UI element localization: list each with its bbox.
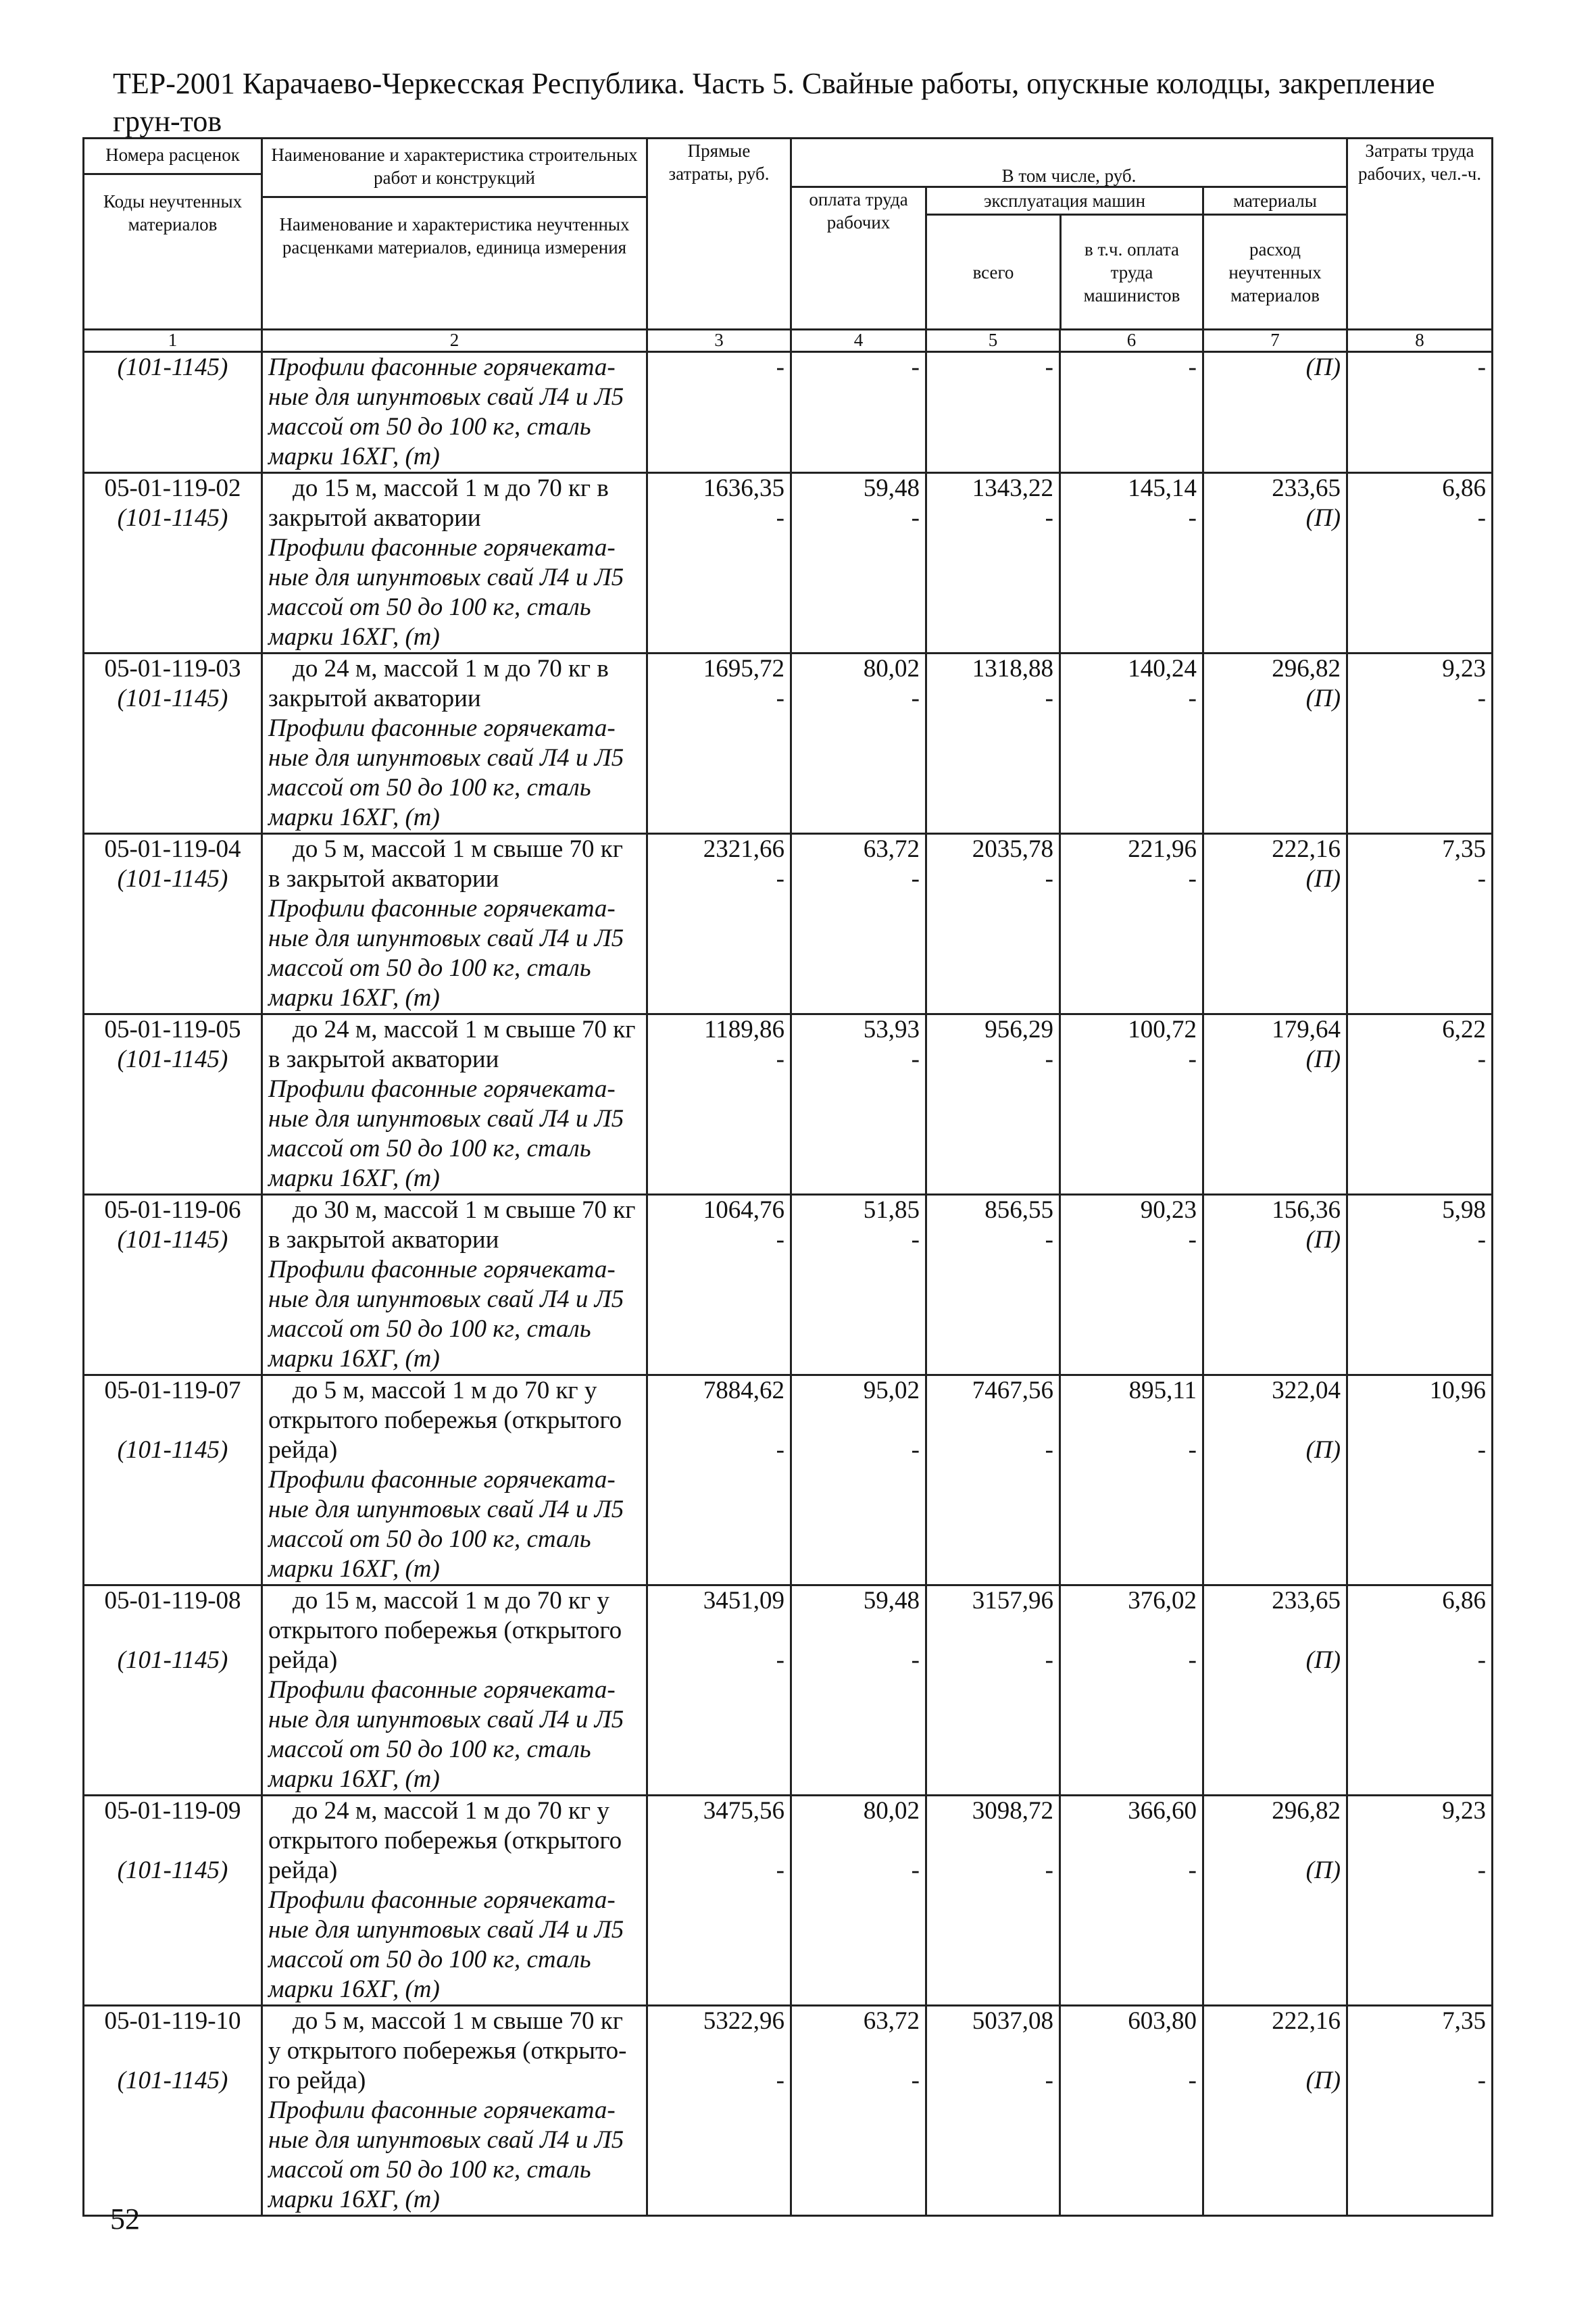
material-row xyxy=(84,352,1493,473)
header-col1 xyxy=(84,139,262,330)
material-dash: - xyxy=(1188,353,1197,381)
work-description: до 24 м, массой 1 м свыше 70 кг в закрытой акватории xyxy=(268,1016,636,1073)
machines-total: 956,29 xyxy=(984,1016,1053,1043)
machinist-pay-cell xyxy=(1060,654,1203,834)
material-dash: - xyxy=(1188,1226,1197,1254)
materials-cost: 156,36 xyxy=(1272,1196,1341,1224)
machinist-cell xyxy=(1060,352,1203,473)
worker-pay: 59,48 xyxy=(863,474,920,502)
rate-code: 05-01-119-05 xyxy=(104,1016,241,1043)
machinist-pay-cell xyxy=(1060,1014,1203,1195)
material-dash: - xyxy=(911,1856,920,1884)
material-dash: - xyxy=(1477,353,1487,381)
machines-total-cell xyxy=(926,1375,1060,1585)
labor-hours: 9,23 xyxy=(1442,655,1487,683)
header-labor-hours: Затраты труда рабочих, чел.-ч. xyxy=(1347,139,1493,330)
machinist-pay-cell xyxy=(1060,473,1203,654)
labor-hours: 9,23 xyxy=(1442,1797,1487,1825)
labor-hours: 6,86 xyxy=(1442,1587,1487,1615)
labor-hours: 6,22 xyxy=(1442,1016,1487,1043)
rate-desc-cell xyxy=(262,834,647,1014)
price-table xyxy=(82,137,1493,2217)
material-code: (101-1145) xyxy=(117,2067,228,2094)
machines-total: 2035,78 xyxy=(972,835,1053,863)
machinist-pay: 140,24 xyxy=(1128,655,1197,683)
rate-code-cell xyxy=(84,1375,262,1585)
header-machine-operation: эксплуатация машин xyxy=(927,188,1202,216)
machines-total-cell xyxy=(926,1585,1060,1796)
worker-pay-cell xyxy=(791,1585,926,1796)
rate-code-cell xyxy=(84,654,262,834)
material-dash: - xyxy=(911,685,920,712)
column-number: 1 xyxy=(84,330,262,352)
labor-cell xyxy=(791,352,926,473)
column-number: 6 xyxy=(1060,330,1203,352)
rate-desc-cell xyxy=(262,2006,647,2216)
material-dash: - xyxy=(1477,685,1487,712)
material-dash: - xyxy=(1045,1226,1053,1254)
header-material-codes: Коды неучтенных материалов xyxy=(103,191,243,235)
material-dash: - xyxy=(1045,504,1053,532)
direct-cost-cell xyxy=(647,654,791,834)
direct-cost: 1695,72 xyxy=(703,655,784,683)
machines-total-cell xyxy=(926,1796,1060,2006)
material-mark: (П) xyxy=(1305,1856,1341,1884)
worker-pay: 59,48 xyxy=(863,1587,920,1615)
rate-row xyxy=(84,1796,1493,2006)
material-desc-cell xyxy=(262,352,647,473)
header-including-group: В том числе, руб. xyxy=(791,139,1347,187)
material-dash: - xyxy=(911,1436,920,1464)
machines-total: 1343,22 xyxy=(972,474,1053,502)
rate-desc-cell xyxy=(262,473,647,654)
material-dash: - xyxy=(1188,2067,1197,2094)
direct-cost: 7884,62 xyxy=(703,1377,784,1404)
rate-desc-cell xyxy=(262,1375,647,1585)
worker-pay-cell xyxy=(791,834,926,1014)
work-description: до 15 м, массой 1 м до 70 кг в закрытой акватории xyxy=(268,474,609,532)
header-direct-costs: Прямые затраты, руб. xyxy=(647,139,791,330)
machines-total-cell xyxy=(926,1014,1060,1195)
labor-hours: 10,96 xyxy=(1429,1377,1487,1404)
hours-cell xyxy=(1347,352,1493,473)
material-dash: - xyxy=(911,1045,920,1073)
material-code: (101-1145) xyxy=(117,504,228,532)
rate-code-cell xyxy=(84,1195,262,1375)
material-dash: - xyxy=(1045,353,1053,381)
material-description: Профили фасонные горячеката-ные для шпунтовых свай Л4 и Л5 массой от 50 до 100 кг, сталь марки 16ХГ, (т) xyxy=(268,2096,624,2213)
rate-code: 05-01-119-02 xyxy=(104,474,241,502)
header-materials: материалы xyxy=(1204,188,1346,216)
material-dash: - xyxy=(1477,1436,1487,1464)
material-dash: - xyxy=(911,2067,920,2094)
machines-total-cell xyxy=(926,654,1060,834)
material-code: (101-1145) xyxy=(117,1436,228,1464)
rate-code: 05-01-119-08 xyxy=(104,1587,241,1615)
rate-code-cell xyxy=(84,834,262,1014)
work-description: до 24 м, массой 1 м до 70 кг в закрытой акватории xyxy=(268,655,609,712)
worker-pay: 95,02 xyxy=(863,1377,920,1404)
labor-hours: 6,86 xyxy=(1442,474,1487,502)
material-description: Профили фасонные горячеката-ные для шпунтовых свай Л4 и Л5 массой от 50 до 100 кг, сталь марки 16ХГ, (т) xyxy=(268,895,624,1012)
worker-pay: 53,93 xyxy=(863,1016,920,1043)
worker-pay-cell xyxy=(791,2006,926,2216)
work-description: до 5 м, массой 1 м свыше 70 кг у открытого побережья (открыто-го рейда) xyxy=(268,2007,627,2094)
material-code: (101-1145) xyxy=(117,1646,228,1674)
material-code: (101-1145) xyxy=(117,353,228,381)
column-number: 2 xyxy=(262,330,647,352)
column-number: 5 xyxy=(926,330,1060,352)
material-mark: (П) xyxy=(1305,1646,1341,1674)
labor-hours: 5,98 xyxy=(1442,1196,1487,1224)
machines-total: 5037,08 xyxy=(972,2007,1053,2035)
material-dash: - xyxy=(776,685,784,712)
labor-hours-cell xyxy=(1347,834,1493,1014)
material-dash: - xyxy=(776,1226,784,1254)
material-dash: - xyxy=(911,865,920,893)
worker-pay: 80,02 xyxy=(863,655,920,683)
rate-code-cell xyxy=(84,2006,262,2216)
machinist-pay: 221,96 xyxy=(1128,835,1197,863)
material-dash: - xyxy=(1045,1856,1053,1884)
header-unaccounted-materials: расход неучтенных материалов xyxy=(1228,239,1322,305)
machines-total-cell xyxy=(926,834,1060,1014)
direct-cost-cell xyxy=(647,834,791,1014)
direct-cost: 3475,56 xyxy=(703,1797,784,1825)
rate-code: 05-01-119-07 xyxy=(104,1377,241,1404)
worker-pay: 51,85 xyxy=(863,1196,920,1224)
materials-cost-cell xyxy=(1203,1014,1347,1195)
material-dash: - xyxy=(1045,685,1053,712)
direct-cost: 1636,35 xyxy=(703,474,784,502)
rate-code: 05-01-119-03 xyxy=(104,655,241,683)
material-code: (101-1145) xyxy=(117,685,228,712)
worker-pay: 63,72 xyxy=(863,2007,920,2035)
header-machines-total: всего xyxy=(927,216,1062,328)
material-dash: - xyxy=(1045,1045,1053,1073)
material-description: Профили фасонные горячеката-ные для шпунтовых свай Л4 и Л5 массой от 50 до 100 кг, сталь марки 16ХГ, (т) xyxy=(268,1075,624,1192)
header-machines-group xyxy=(926,187,1203,330)
material-description: Профили фасонные горячеката-ные для шпунтовых свай Л4 и Л5 массой от 50 до 100 кг, сталь марки 16ХГ, (т) xyxy=(268,534,624,651)
material-dash: - xyxy=(776,504,784,532)
rate-row xyxy=(84,834,1493,1014)
direct-cost: 3451,09 xyxy=(703,1587,784,1615)
rate-code-cell xyxy=(84,1585,262,1796)
machinist-pay: 100,72 xyxy=(1128,1016,1197,1043)
materials-cost: 296,82 xyxy=(1272,1797,1341,1825)
column-numbers-row xyxy=(84,330,1493,352)
rate-code-cell xyxy=(84,1014,262,1195)
labor-hours-cell xyxy=(1347,1195,1493,1375)
material-mark: (П) xyxy=(1305,504,1341,532)
material-dash: - xyxy=(1188,1646,1197,1674)
machines-total-cell xyxy=(926,2006,1060,2216)
rate-desc-cell xyxy=(262,1014,647,1195)
material-dash: - xyxy=(911,353,920,381)
labor-hours-cell xyxy=(1347,1014,1493,1195)
rate-row xyxy=(84,1014,1493,1195)
materials-cost-cell xyxy=(1203,1375,1347,1585)
header-machinist-pay: в т.ч. оплата труда машинистов xyxy=(1083,239,1180,305)
work-description: до 30 м, массой 1 м свыше 70 кг в закрытой акватории xyxy=(268,1196,636,1254)
rate-desc-cell xyxy=(262,1195,647,1375)
materials-cost-cell xyxy=(1203,654,1347,834)
machinist-pay: 366,60 xyxy=(1128,1797,1197,1825)
materials-cost-cell xyxy=(1203,2006,1347,2216)
direct-cost-cell xyxy=(647,1014,791,1195)
materials-cost: 179,64 xyxy=(1272,1016,1341,1043)
material-code: (101-1145) xyxy=(117,1856,228,1884)
materials-cost: 222,16 xyxy=(1272,2007,1341,2035)
materials-cost: 322,04 xyxy=(1272,1377,1341,1404)
material-dash: - xyxy=(1188,1436,1197,1464)
machines-total-cell xyxy=(926,1195,1060,1375)
direct-cost: 2321,66 xyxy=(703,835,784,863)
material-dash: - xyxy=(776,353,784,381)
material-mark: (П) xyxy=(1305,1045,1341,1073)
machinist-pay-cell xyxy=(1060,834,1203,1014)
materials-cost: 296,82 xyxy=(1272,655,1341,683)
material-mark: (П) xyxy=(1305,1226,1341,1254)
material-dash: - xyxy=(776,865,784,893)
material-dash: - xyxy=(1188,1045,1197,1073)
labor-hours-cell xyxy=(1347,1375,1493,1585)
machinist-pay-cell xyxy=(1060,2006,1203,2216)
machinist-pay-cell xyxy=(1060,1585,1203,1796)
direct-cost-cell xyxy=(647,1195,791,1375)
direct-cost-cell xyxy=(647,473,791,654)
rate-code: 05-01-119-10 xyxy=(104,2007,241,2035)
machines-total: 3098,72 xyxy=(972,1797,1053,1825)
material-dash: - xyxy=(911,1646,920,1674)
column-number: 8 xyxy=(1347,330,1493,352)
material-dash: - xyxy=(1188,865,1197,893)
materials-cell xyxy=(1203,352,1347,473)
machines-total: 7467,56 xyxy=(972,1377,1053,1404)
machinist-pay: 376,02 xyxy=(1128,1587,1197,1615)
worker-pay-cell xyxy=(791,1014,926,1195)
labor-hours-cell xyxy=(1347,2006,1493,2216)
material-mark: (П) xyxy=(1305,2067,1341,2094)
material-dash: - xyxy=(1477,1646,1487,1674)
work-description: до 5 м, массой 1 м до 70 кг у открытого побережья (открытого рейда) xyxy=(268,1377,622,1464)
materials-cost: 233,65 xyxy=(1272,474,1341,502)
header-materials-group xyxy=(1203,187,1347,330)
material-dash: - xyxy=(1477,865,1487,893)
material-mark: (П) xyxy=(1305,1436,1341,1464)
machinist-pay: 603,80 xyxy=(1128,2007,1197,2035)
work-description: до 24 м, массой 1 м до 70 кг у открытого побережья (открытого рейда) xyxy=(268,1797,622,1884)
direct-cost-cell xyxy=(647,1796,791,2006)
material-dash: - xyxy=(1477,1226,1487,1254)
rate-row xyxy=(84,2006,1493,2216)
rate-code-cell xyxy=(84,473,262,654)
rate-code: 05-01-119-04 xyxy=(104,835,241,863)
material-dash: - xyxy=(776,1436,784,1464)
direct-cell xyxy=(647,352,791,473)
material-dash: - xyxy=(911,1226,920,1254)
material-dash: - xyxy=(1188,504,1197,532)
material-dash: - xyxy=(911,504,920,532)
material-dash: - xyxy=(1045,1436,1053,1464)
machines-total: 856,55 xyxy=(984,1196,1053,1224)
material-dash: - xyxy=(1045,1646,1053,1674)
worker-pay: 80,02 xyxy=(863,1797,920,1825)
material-mark: (П) xyxy=(1305,685,1341,712)
header-rate-number: Номера расценок xyxy=(84,143,261,175)
material-description: Профили фасонные горячеката-ные для шпунтовых свай Л4 и Л5 массой от 50 до 100 кг, сталь марки 16ХГ, (т) xyxy=(268,1256,624,1373)
machinist-pay: 145,14 xyxy=(1128,474,1197,502)
header-work-name: Наименование и характеристика строительных работ и конструкций xyxy=(263,143,646,198)
worker-pay-cell xyxy=(791,473,926,654)
material-code: (101-1145) xyxy=(117,1226,228,1254)
material-dash: - xyxy=(1477,2067,1487,2094)
labor-hours-cell xyxy=(1347,1585,1493,1796)
rate-row xyxy=(84,473,1493,654)
material-code: (101-1145) xyxy=(117,865,228,893)
material-description: Профили фасонные горячеката-ные для шпунтовых свай Л4 и Л5 массой от 50 до 100 кг, сталь марки 16ХГ, (т) xyxy=(268,714,624,831)
labor-hours: 7,35 xyxy=(1442,2007,1487,2035)
material-dash: - xyxy=(1477,1045,1487,1073)
machines-cell xyxy=(926,352,1060,473)
machinist-pay-cell xyxy=(1060,1375,1203,1585)
material-dash: - xyxy=(1045,2067,1053,2094)
direct-cost-cell xyxy=(647,1375,791,1585)
labor-hours-cell xyxy=(1347,654,1493,834)
page-number: 52 xyxy=(110,2202,140,2236)
materials-cost-cell xyxy=(1203,834,1347,1014)
worker-pay-cell xyxy=(791,654,926,834)
document-title: ТЕР-2001 Карачаево-Черкесская Республика. Часть 5. Свайные работы, опускные колодцы, закрепление грун-тов xyxy=(113,67,1435,138)
rate-row xyxy=(84,1585,1493,1796)
materials-cost-cell xyxy=(1203,473,1347,654)
direct-cost-cell xyxy=(647,2006,791,2216)
material-dash: - xyxy=(776,2067,784,2094)
column-number: 3 xyxy=(647,330,791,352)
material-code-cell xyxy=(84,352,262,473)
rate-row xyxy=(84,1195,1493,1375)
rate-code: 05-01-119-09 xyxy=(104,1797,241,1825)
worker-pay-cell xyxy=(791,1195,926,1375)
rate-code: 05-01-119-06 xyxy=(104,1196,241,1224)
direct-cost: 1064,76 xyxy=(703,1196,784,1224)
rate-row xyxy=(84,654,1493,834)
rate-desc-cell xyxy=(262,1796,647,2006)
column-number: 7 xyxy=(1203,330,1347,352)
work-description: до 5 м, массой 1 м свыше 70 кг в закрытой акватории xyxy=(268,835,623,893)
machinist-pay: 90,23 xyxy=(1140,1196,1197,1224)
work-description: до 15 м, массой 1 м до 70 кг у открытого побережья (открытого рейда) xyxy=(268,1587,622,1674)
material-description: Профили фасонные горячеката-ные для шпунтовых свай Л4 и Л5 массой от 50 до 100 кг, сталь марки 16ХГ, (т) xyxy=(268,1886,624,2003)
header-worker-pay: оплата труда рабочих xyxy=(791,187,926,330)
material-dash: - xyxy=(1477,504,1487,532)
labor-hours-cell xyxy=(1347,473,1493,654)
worker-pay-cell xyxy=(791,1375,926,1585)
machines-total: 1318,88 xyxy=(972,655,1053,683)
direct-cost-cell xyxy=(647,1585,791,1796)
materials-cost-cell xyxy=(1203,1195,1347,1375)
material-code: (101-1145) xyxy=(117,1045,228,1073)
rate-code-cell xyxy=(84,1796,262,2006)
worker-pay: 63,72 xyxy=(863,835,920,863)
material-dash: - xyxy=(1045,865,1053,893)
machinist-pay-cell xyxy=(1060,1796,1203,2006)
direct-cost: 5322,96 xyxy=(703,2007,784,2035)
material-dash: - xyxy=(776,1856,784,1884)
material-description: Профили фасонные горячеката-ные для шпунтовых свай Л4 и Л5 массой от 50 до 100 кг, сталь марки 16ХГ, (т) xyxy=(268,353,624,470)
machinist-pay: 895,11 xyxy=(1128,1377,1197,1404)
labor-hours: 7,35 xyxy=(1442,835,1487,863)
rate-desc-cell xyxy=(262,654,647,834)
material-description: Профили фасонные горячеката-ные для шпунтовых свай Л4 и Л5 массой от 50 до 100 кг, сталь марки 16ХГ, (т) xyxy=(268,1466,624,1583)
material-mark: (П) xyxy=(1305,353,1341,381)
materials-cost-cell xyxy=(1203,1796,1347,2006)
rate-desc-cell xyxy=(262,1585,647,1796)
material-dash: - xyxy=(776,1045,784,1073)
material-dash: - xyxy=(1188,1856,1197,1884)
worker-pay-cell xyxy=(791,1796,926,2006)
machines-total: 3157,96 xyxy=(972,1587,1053,1615)
direct-cost: 1189,86 xyxy=(704,1016,784,1043)
header-material-name: Наименование и характеристика неучтенных расценками материалов, единица измерения xyxy=(279,214,630,257)
material-dash: - xyxy=(776,1646,784,1674)
material-dash: - xyxy=(1188,685,1197,712)
materials-cost: 222,16 xyxy=(1272,835,1341,863)
material-dash: - xyxy=(1477,1856,1487,1884)
material-mark: (П) xyxy=(1305,865,1341,893)
labor-hours-cell xyxy=(1347,1796,1493,2006)
material-description: Профили фасонные горячеката-ные для шпунтовых свай Л4 и Л5 массой от 50 до 100 кг, сталь марки 16ХГ, (т) xyxy=(268,1676,624,1793)
machinist-pay-cell xyxy=(1060,1195,1203,1375)
rate-row xyxy=(84,1375,1493,1585)
machines-total-cell xyxy=(926,473,1060,654)
materials-cost: 233,65 xyxy=(1272,1587,1341,1615)
materials-cost-cell xyxy=(1203,1585,1347,1796)
column-number: 4 xyxy=(791,330,926,352)
header-col2 xyxy=(262,139,647,330)
